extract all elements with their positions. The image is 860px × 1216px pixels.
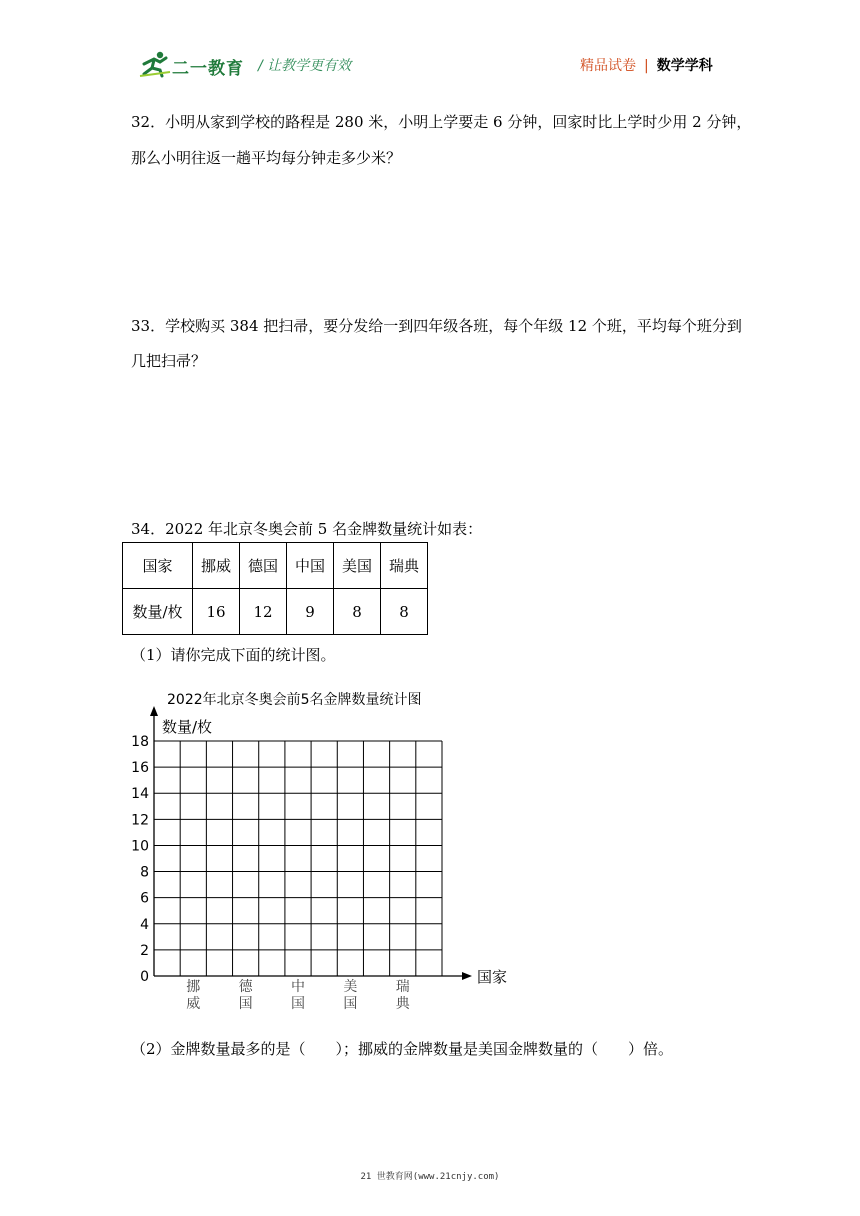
x-tick-label: 威 — [186, 996, 201, 1012]
table-cell: 9 — [287, 589, 334, 635]
x-tick-label: 美 — [343, 979, 358, 995]
header-separator: | — [644, 58, 649, 74]
y-tick-label: 0 — [140, 969, 149, 985]
chart-title: 2022年北京冬奥会前5名金牌数量统计图 — [167, 692, 422, 708]
y-tick-label: 6 — [140, 890, 149, 907]
chart-grid — [154, 741, 442, 976]
gold-medal-chart — [0, 680, 860, 1020]
chart-y-label: 数量/枚 — [162, 718, 213, 736]
table-cell: 瑞典 — [381, 543, 428, 589]
medal-table — [122, 542, 428, 635]
x-tick-label: 国 — [238, 996, 253, 1012]
logo-text: 二一教育 — [172, 59, 244, 79]
x-tick-label: 国 — [291, 996, 305, 1012]
x-tick-label: 典 — [395, 996, 410, 1012]
table-cell: 美国 — [334, 543, 381, 589]
footer: 21 世教育网(www.21cnjy.com) — [360, 1172, 500, 1182]
table-header-cell: 国家 — [123, 543, 193, 589]
y-tick-label: 2 — [140, 942, 149, 959]
x-tick-label: 中 — [291, 979, 305, 995]
q32-line1: 32．小明从家到学校的路程是 280 米，小明上学要走 6 分钟，回家时比上学时少用 2 分钟， — [131, 113, 752, 131]
q34-part1: （1）请你完成下面的统计图。 — [131, 646, 336, 664]
table-cell: 16 — [193, 589, 240, 635]
x-tick-label: 国 — [343, 996, 358, 1012]
x-tick-label: 德 — [238, 979, 253, 995]
table-cell: 德国 — [240, 543, 287, 589]
y-tick-label: 14 — [131, 786, 149, 803]
header-tag: 精品试卷 — [580, 58, 636, 74]
y-axis-arrow-icon — [150, 706, 158, 716]
header-subject: 数学学科 — [656, 58, 713, 74]
x-axis-arrow-icon — [462, 972, 472, 980]
table-cell: 挪威 — [193, 543, 240, 589]
y-tick-label: 18 — [131, 734, 149, 750]
chart-x-label: 国家 — [477, 968, 508, 986]
table-cell: 8 — [381, 589, 428, 635]
y-tick-label: 10 — [131, 838, 149, 855]
runner-logo-icon — [138, 50, 172, 78]
table-row — [123, 543, 428, 589]
q33-line2: 几把扫帚？ — [131, 352, 207, 370]
q32-line2: 那么小明往返一趟平均每分钟走多少米？ — [131, 149, 402, 167]
y-tick-label: 16 — [131, 760, 149, 777]
y-tick-label: 4 — [140, 916, 149, 933]
brand-logo — [138, 50, 250, 78]
q34-intro: 34．2022 年北京冬奥会前 5 名金牌数量统计如表： — [131, 520, 483, 538]
y-tick-label: 12 — [131, 812, 149, 829]
table-cell: 中国 — [287, 543, 334, 589]
header-right — [580, 55, 713, 75]
slogan: / 让教学更有效 — [258, 58, 352, 74]
table-header-cell: 数量/枚 — [123, 589, 193, 635]
y-tick-label: 8 — [140, 864, 149, 881]
table-row — [123, 589, 428, 635]
chart-x-ticks — [186, 978, 410, 1012]
q34-part2: （2）金牌数量最多的是（ ）；挪威的金牌数量是美国金牌数量的（ ）倍。 — [131, 1040, 674, 1058]
x-tick-label: 瑞 — [395, 979, 410, 995]
x-tick-label: 挪 — [186, 979, 201, 995]
q33-line1: 33．学校购买 384 把扫帚，要分发给一到四年级各班，每个年级 12 个班，平均每个班分到 — [131, 317, 742, 335]
chart-y-ticks — [131, 734, 149, 985]
table-cell: 12 — [240, 589, 287, 635]
table-cell: 8 — [334, 589, 381, 635]
